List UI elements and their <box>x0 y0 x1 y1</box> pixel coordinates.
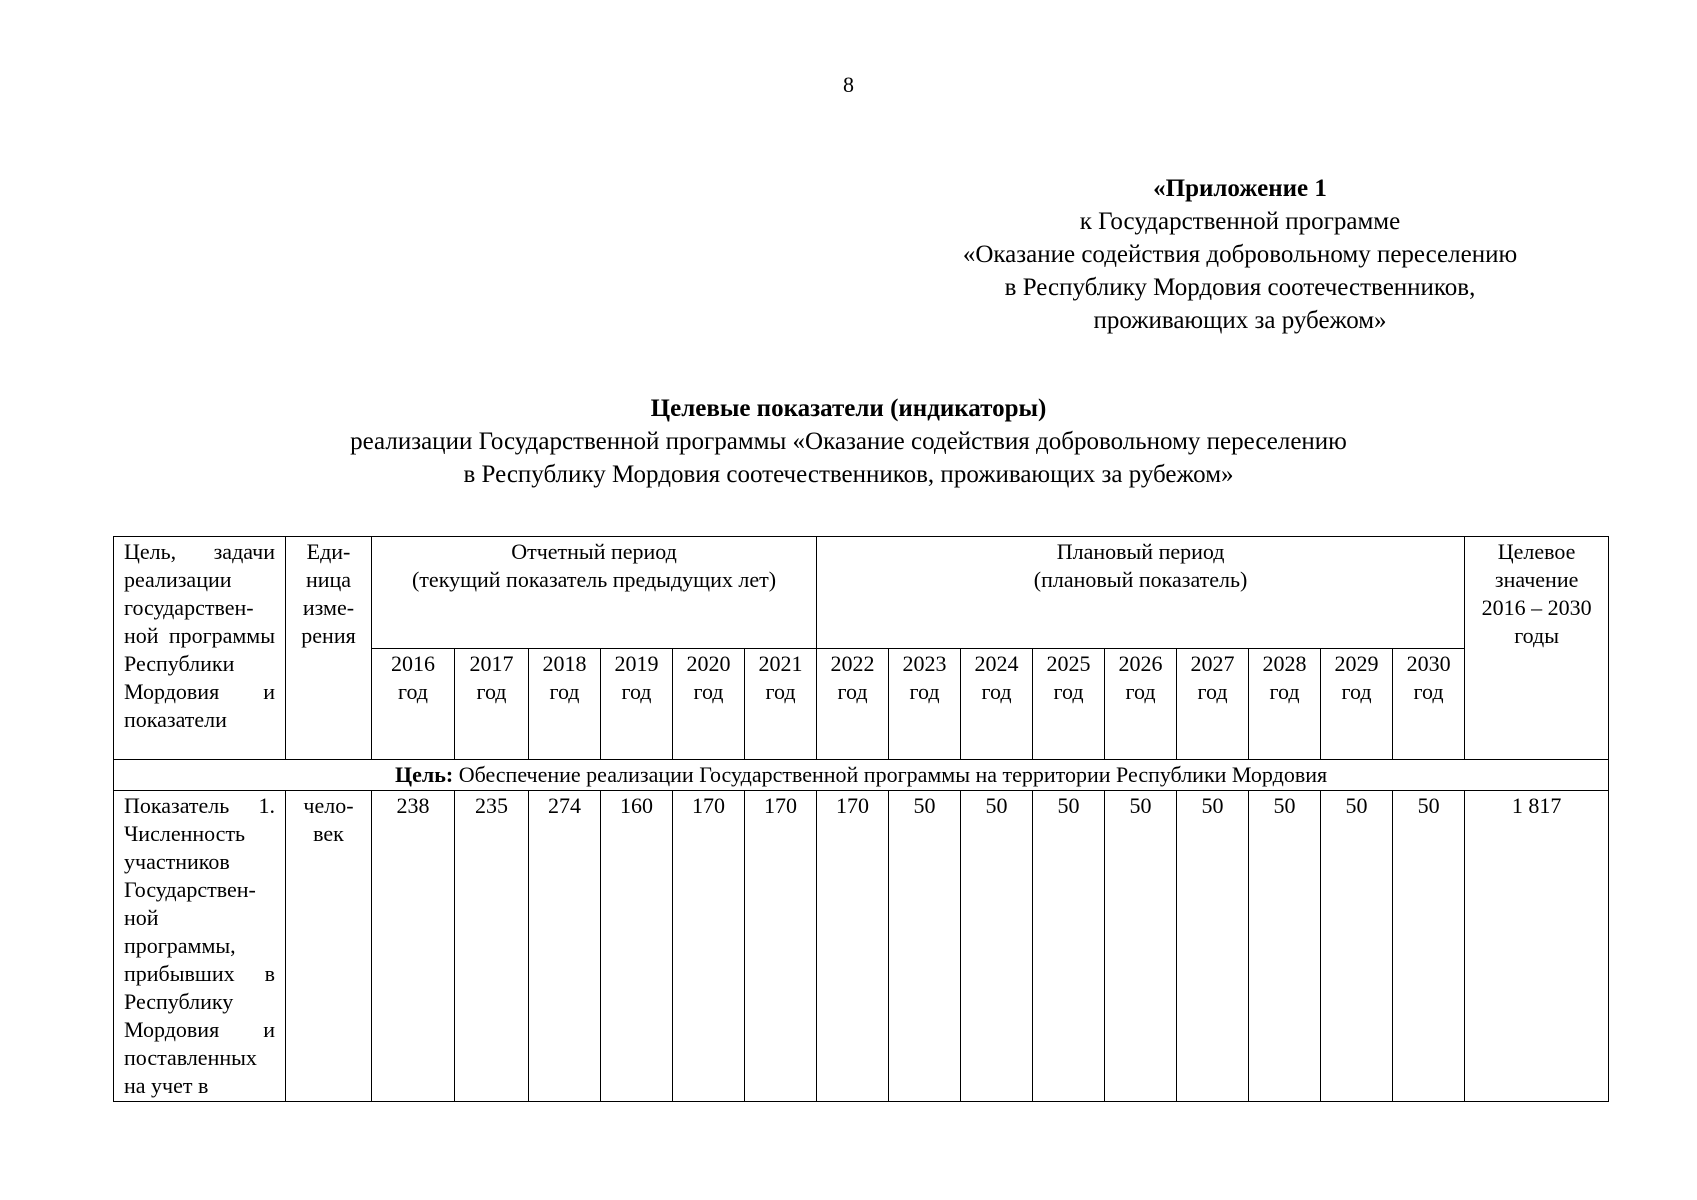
year-header-2022 <box>817 648 889 760</box>
year-word: год <box>1197 678 1228 704</box>
year-value: 2027 <box>1190 650 1235 676</box>
year-value: 2022 <box>830 650 875 676</box>
value-2027: 50 <box>1177 791 1249 1102</box>
year-header-2020 <box>673 648 745 760</box>
year-value: 2023 <box>902 650 947 676</box>
year-value: 2019 <box>614 650 659 676</box>
header-goal-cell: Цель, задачи реализации государствен-ной программы Республики Мордовия и показатели <box>114 537 286 760</box>
year-header-2023 <box>889 648 961 760</box>
year-header-2021 <box>745 648 817 760</box>
year-header-2030 <box>1393 648 1465 760</box>
year-word: год <box>1053 678 1084 704</box>
year-value: 2016 <box>391 650 435 676</box>
target-header-line-3: 2016 – 2030 <box>1481 595 1592 620</box>
header-unit-cell: Еди-ница изме-рения <box>286 537 372 760</box>
year-word: год <box>837 678 868 704</box>
year-header-2024 <box>961 648 1033 760</box>
appendix-line-4: проживающих за рубежом» <box>1093 307 1387 334</box>
year-word: год <box>693 678 724 704</box>
goal-text: Обеспечение реализации Государственной программы на территории Республики Мордовия <box>453 762 1328 787</box>
goal-label: Цель: <box>395 762 454 787</box>
year-value: 2024 <box>974 650 1019 676</box>
reporting-period-line-1: Отчетный период <box>511 539 677 564</box>
year-value: 2021 <box>758 650 803 676</box>
value-2020: 170 <box>673 791 745 1102</box>
year-word: год <box>1125 678 1156 704</box>
value-2019: 160 <box>601 791 673 1102</box>
year-word: год <box>981 678 1012 704</box>
planned-period-line-2: (плановый показатель) <box>1033 567 1248 592</box>
year-header-2027 <box>1177 648 1249 760</box>
value-2029: 50 <box>1321 791 1393 1102</box>
year-value: 2020 <box>686 650 731 676</box>
year-value: 2030 <box>1406 650 1451 676</box>
year-header-2016 <box>372 648 455 760</box>
indicator-name-cell: Показатель 1. Численность участников Государствен-ной программы, прибывших в Республику Мордовия и поставленных на учет в <box>114 791 286 1102</box>
value-2030: 50 <box>1393 791 1465 1102</box>
year-value: 2018 <box>542 650 587 676</box>
reporting-period-line-2: (текущий показатель предыдущих лет) <box>411 567 777 592</box>
year-word: год <box>476 678 507 704</box>
value-2023: 50 <box>889 791 961 1102</box>
year-word: год <box>397 678 429 704</box>
appendix-line-2: «Оказание содействия добровольному переселению <box>962 241 1518 268</box>
appendix-line-3: в Республику Мордовия соотечественников, <box>1004 274 1476 301</box>
goal-row <box>114 760 1609 791</box>
page-number: 8 <box>843 72 854 97</box>
table-row <box>114 791 1609 1102</box>
value-2022: 170 <box>817 791 889 1102</box>
year-header-2029 <box>1321 648 1393 760</box>
value-2018: 274 <box>529 791 601 1102</box>
value-2025: 50 <box>1033 791 1105 1102</box>
value-2017: 235 <box>455 791 529 1102</box>
header-row-periods <box>114 537 1609 649</box>
document-heading: Целевые показатели (индикаторы) <box>650 395 1047 422</box>
value-2026: 50 <box>1105 791 1177 1102</box>
target-header-line-2: значение <box>1494 567 1579 592</box>
year-value: 2028 <box>1262 650 1307 676</box>
year-word: год <box>909 678 940 704</box>
indicators-table <box>113 536 1609 1102</box>
header-planned-period <box>817 537 1465 649</box>
year-value: 2025 <box>1046 650 1091 676</box>
value-2024: 50 <box>961 791 1033 1102</box>
value-2028: 50 <box>1249 791 1321 1102</box>
appendix-title: «Приложение 1 <box>1153 175 1327 202</box>
target-value-cell: 1 817 <box>1465 791 1609 1102</box>
year-value: 2026 <box>1118 650 1163 676</box>
value-2016: 238 <box>372 791 455 1102</box>
year-word: год <box>765 678 796 704</box>
year-word: год <box>1413 678 1444 704</box>
year-value: 2017 <box>469 650 514 676</box>
year-word: год <box>1341 678 1372 704</box>
year-header-2019 <box>601 648 673 760</box>
year-header-2026 <box>1105 648 1177 760</box>
year-header-2018 <box>529 648 601 760</box>
header-target-cell <box>1465 537 1609 760</box>
year-word: год <box>1269 678 1300 704</box>
year-header-2025 <box>1033 648 1105 760</box>
document-title <box>0 392 1697 491</box>
planned-period-line-1: Плановый период <box>1056 539 1225 564</box>
appendix-line-1: к Государственной программе <box>1079 208 1401 235</box>
year-header-2017 <box>455 648 529 760</box>
target-header-line-4: годы <box>1514 623 1560 648</box>
goal-cell <box>114 760 1609 791</box>
year-word: год <box>549 678 580 704</box>
appendix-block <box>880 172 1600 337</box>
year-value: 2029 <box>1334 650 1379 676</box>
year-word: год <box>621 678 652 704</box>
indicator-unit-cell: чело-век <box>286 791 372 1102</box>
target-header-line-1: Целевое <box>1497 539 1576 564</box>
value-2021: 170 <box>745 791 817 1102</box>
header-reporting-period <box>372 537 817 649</box>
year-header-2028 <box>1249 648 1321 760</box>
document-subtitle-line-1: реализации Государственной программы «Оказание содействия добровольному переселению <box>350 428 1347 455</box>
document-subtitle-line-2: в Республику Мордовия соотечественников, проживающих за рубежом» <box>463 461 1234 488</box>
